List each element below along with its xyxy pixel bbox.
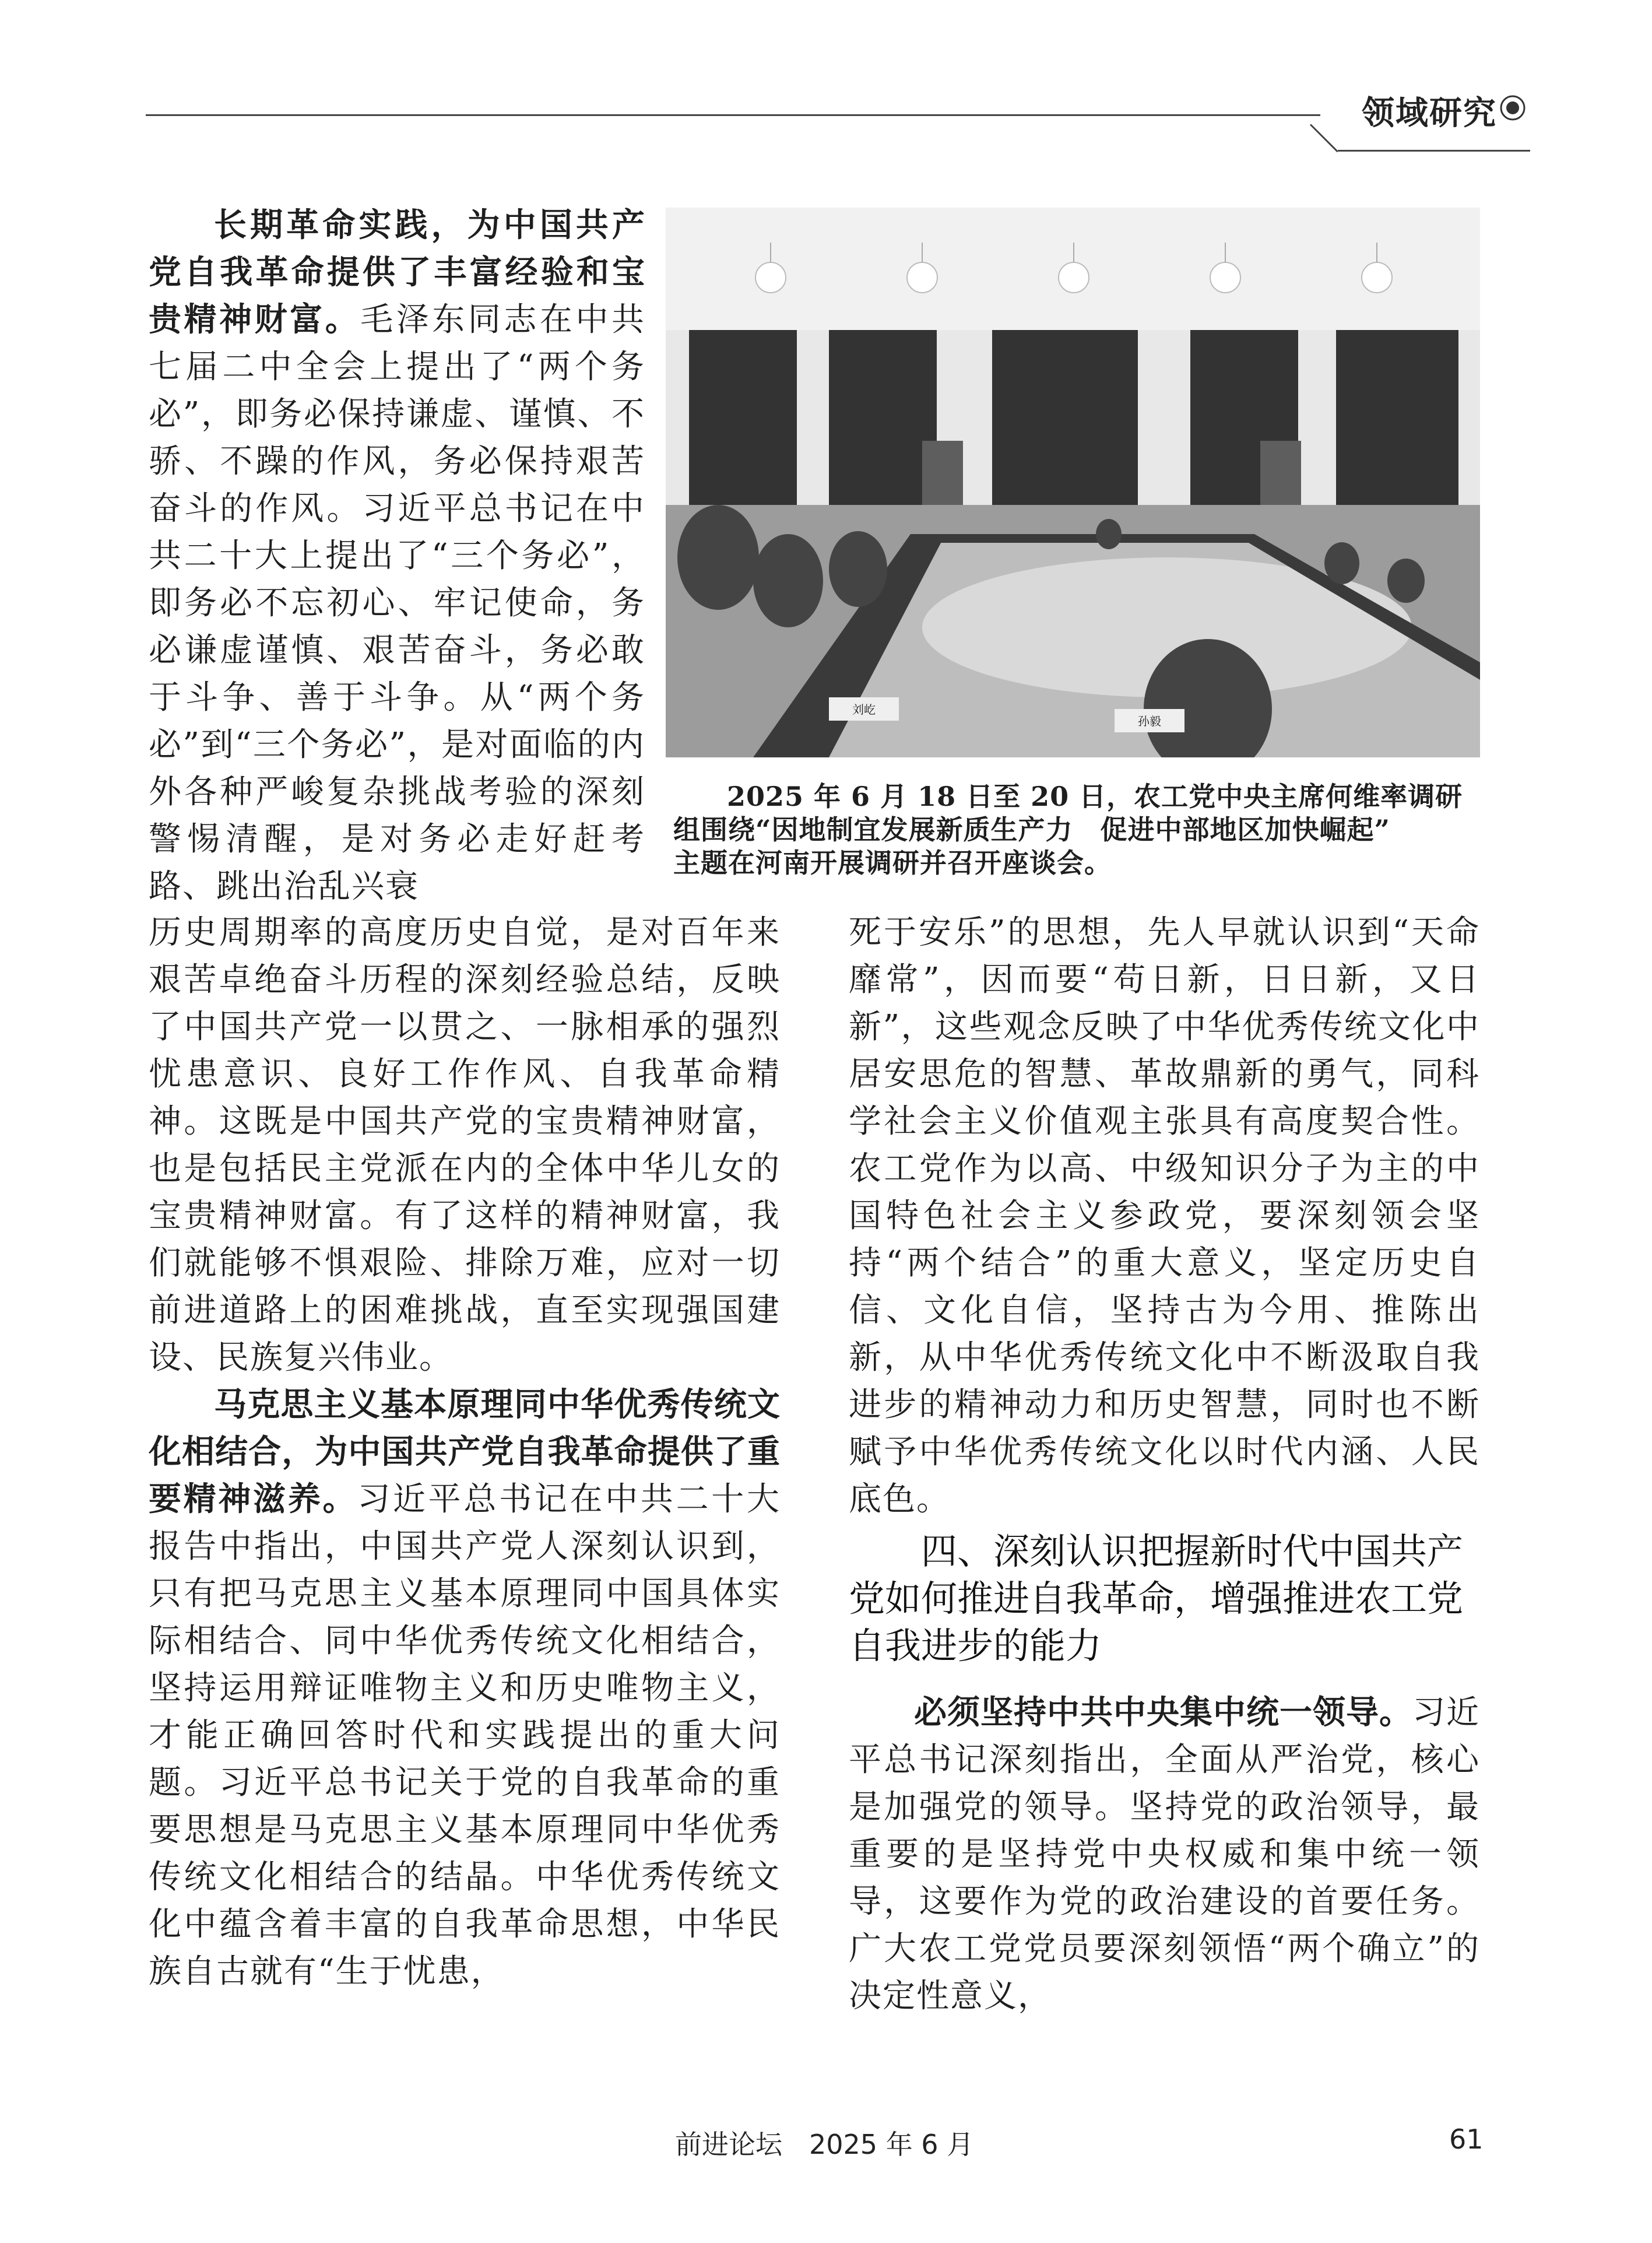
footer-publication: 前进论坛 bbox=[675, 2129, 782, 2160]
section-heading bbox=[849, 1528, 1480, 1669]
paragraph-lead: 长期革命实践，为中国共产党自我革命提供了丰富经验和宝贵精神财富。 bbox=[149, 206, 645, 339]
meeting-photo bbox=[666, 208, 1480, 757]
header-rule bbox=[146, 114, 1320, 116]
paragraph-lead: 马克思主义基本原理同中华优秀传统文化相结合，为中国共产党自我革命提供了重要精神滋养。 bbox=[149, 1386, 781, 1518]
section-label: 领域研究 bbox=[1362, 94, 1497, 132]
header-rule-underline bbox=[1338, 150, 1530, 152]
column-1-bottom bbox=[149, 909, 781, 1995]
paragraph: 死于安乐”的思想，先人早就认识到“天命靡常”，因而要“苟日新，日日新，又日新”，这些观念反映了中华优秀传统文化中居安思危的智慧、革故鼎新的勇气，同科学社会主义价值观主张具有高度契合性。农工党作为以高、中级知识分子为主的中国特色社会主义参政党，要深刻领会坚持“两个结合”的重大意义，坚定历史自信、文化自信，坚持古为今用、推陈出新，从中华优秀传统文化中不断汲取自我进步的精神动力和历史智慧，同时也不断赋予中华优秀传统文化以时代内涵、人民底色。 bbox=[849, 914, 1480, 1518]
caption-line: 主题在河南开展调研并召开座谈会。 bbox=[673, 847, 1112, 879]
paragraph: 历史周期率的高度历史自觉，是对百年来艰苦卓绝奋斗历程的深刻经验总结，反映了中国共产党一以贯之、一脉相承的强烈忧患意识、良好工作作风、自我革命精神。这既是中国共产党的宝贵精神财富，也是包括民主党派在内的全体中华儿女的宝贵精神财富。有了这样的精神财富，我们就能够不惧艰险、排除万难，应对一切前进道路上的困难挑战，直至实现强国建设、民族复兴伟业。 bbox=[149, 914, 781, 1377]
target-icon bbox=[1499, 94, 1526, 121]
name-card-1: 刘屹 bbox=[852, 703, 876, 717]
caption-line: 2025 年 6 月 18 日至 20 日，农工党中央主席何维率调研 bbox=[727, 781, 1463, 812]
name-card-2: 孙毅 bbox=[1138, 714, 1161, 728]
column-1-top bbox=[149, 202, 645, 910]
paragraph-body: 习近平总书记深刻指出，全面从严治党，核心是加强党的领导。坚持党的政治领导，最重要的是坚持党中央权威和集中统一领导，这要作为党的政治建设的首要任务。广大农工党党员要深刻领悟“两个确立”的决定性意义， bbox=[849, 1694, 1480, 2015]
paragraph-body: 习近平总书记在中共二十大报告中指出，中国共产党人深刻认识到，只有把马克思主义基本原理同中国具体实际相结合、同中华优秀传统文化相结合，坚持运用辩证唯物主义和历史唯物主义，才能正确回答时代和实践提出的重大问题。习近平总书记关于党的自我革命的重要思想是马克思主义基本原理同中华优秀传统文化相结合的结晶。中华优秀传统文化中蕴含着丰富的自我革命思想，中华民族自古就有“生于忧患， bbox=[149, 1480, 781, 1991]
column-2-lower bbox=[849, 1689, 1480, 2020]
heading-line: 四、深刻认识把握新时代中国共产 bbox=[921, 1530, 1464, 1572]
heading-line: 自我进步的能力 bbox=[849, 1624, 1102, 1667]
paragraph bbox=[849, 1689, 1480, 2020]
paragraph-lead: 必须坚持中共中央集中统一领导。 bbox=[914, 1694, 1412, 1732]
column-2 bbox=[849, 909, 1480, 1523]
page-number: 61 bbox=[1449, 2123, 1484, 2155]
header-rule-slant bbox=[1310, 124, 1338, 152]
footer-date: 2025 年 6 月 bbox=[809, 2129, 974, 2160]
caption-line: 组围绕“因地制宜发展新质生产力 促进中部地区加快崛起” bbox=[673, 814, 1390, 845]
paragraph bbox=[149, 202, 645, 910]
heading-line: 党如何推进自我革命，增强推进农工党 bbox=[849, 1577, 1464, 1620]
paragraph bbox=[149, 1381, 781, 1995]
paragraph-body: 毛泽东同志在中共七届二中全会上提出了“两个务必”，即务必保持谦虚、谨慎、不骄、不躁的作风，务必保持艰苦奋斗的作风。习近平总书记在中共二十大上提出了“三个务必”，即务必不忘初心、牢记使命，务必谦虚谨慎、艰苦奋斗，务必敢于斗争、善于斗争。从“两个务必”到“三个务必”，是对面临的内外各种严峻复杂挑战考验的深刻警惕清醒，是对务必走好赶考路、跳出治乱兴衰 bbox=[149, 301, 646, 905]
photo-caption bbox=[673, 780, 1484, 880]
